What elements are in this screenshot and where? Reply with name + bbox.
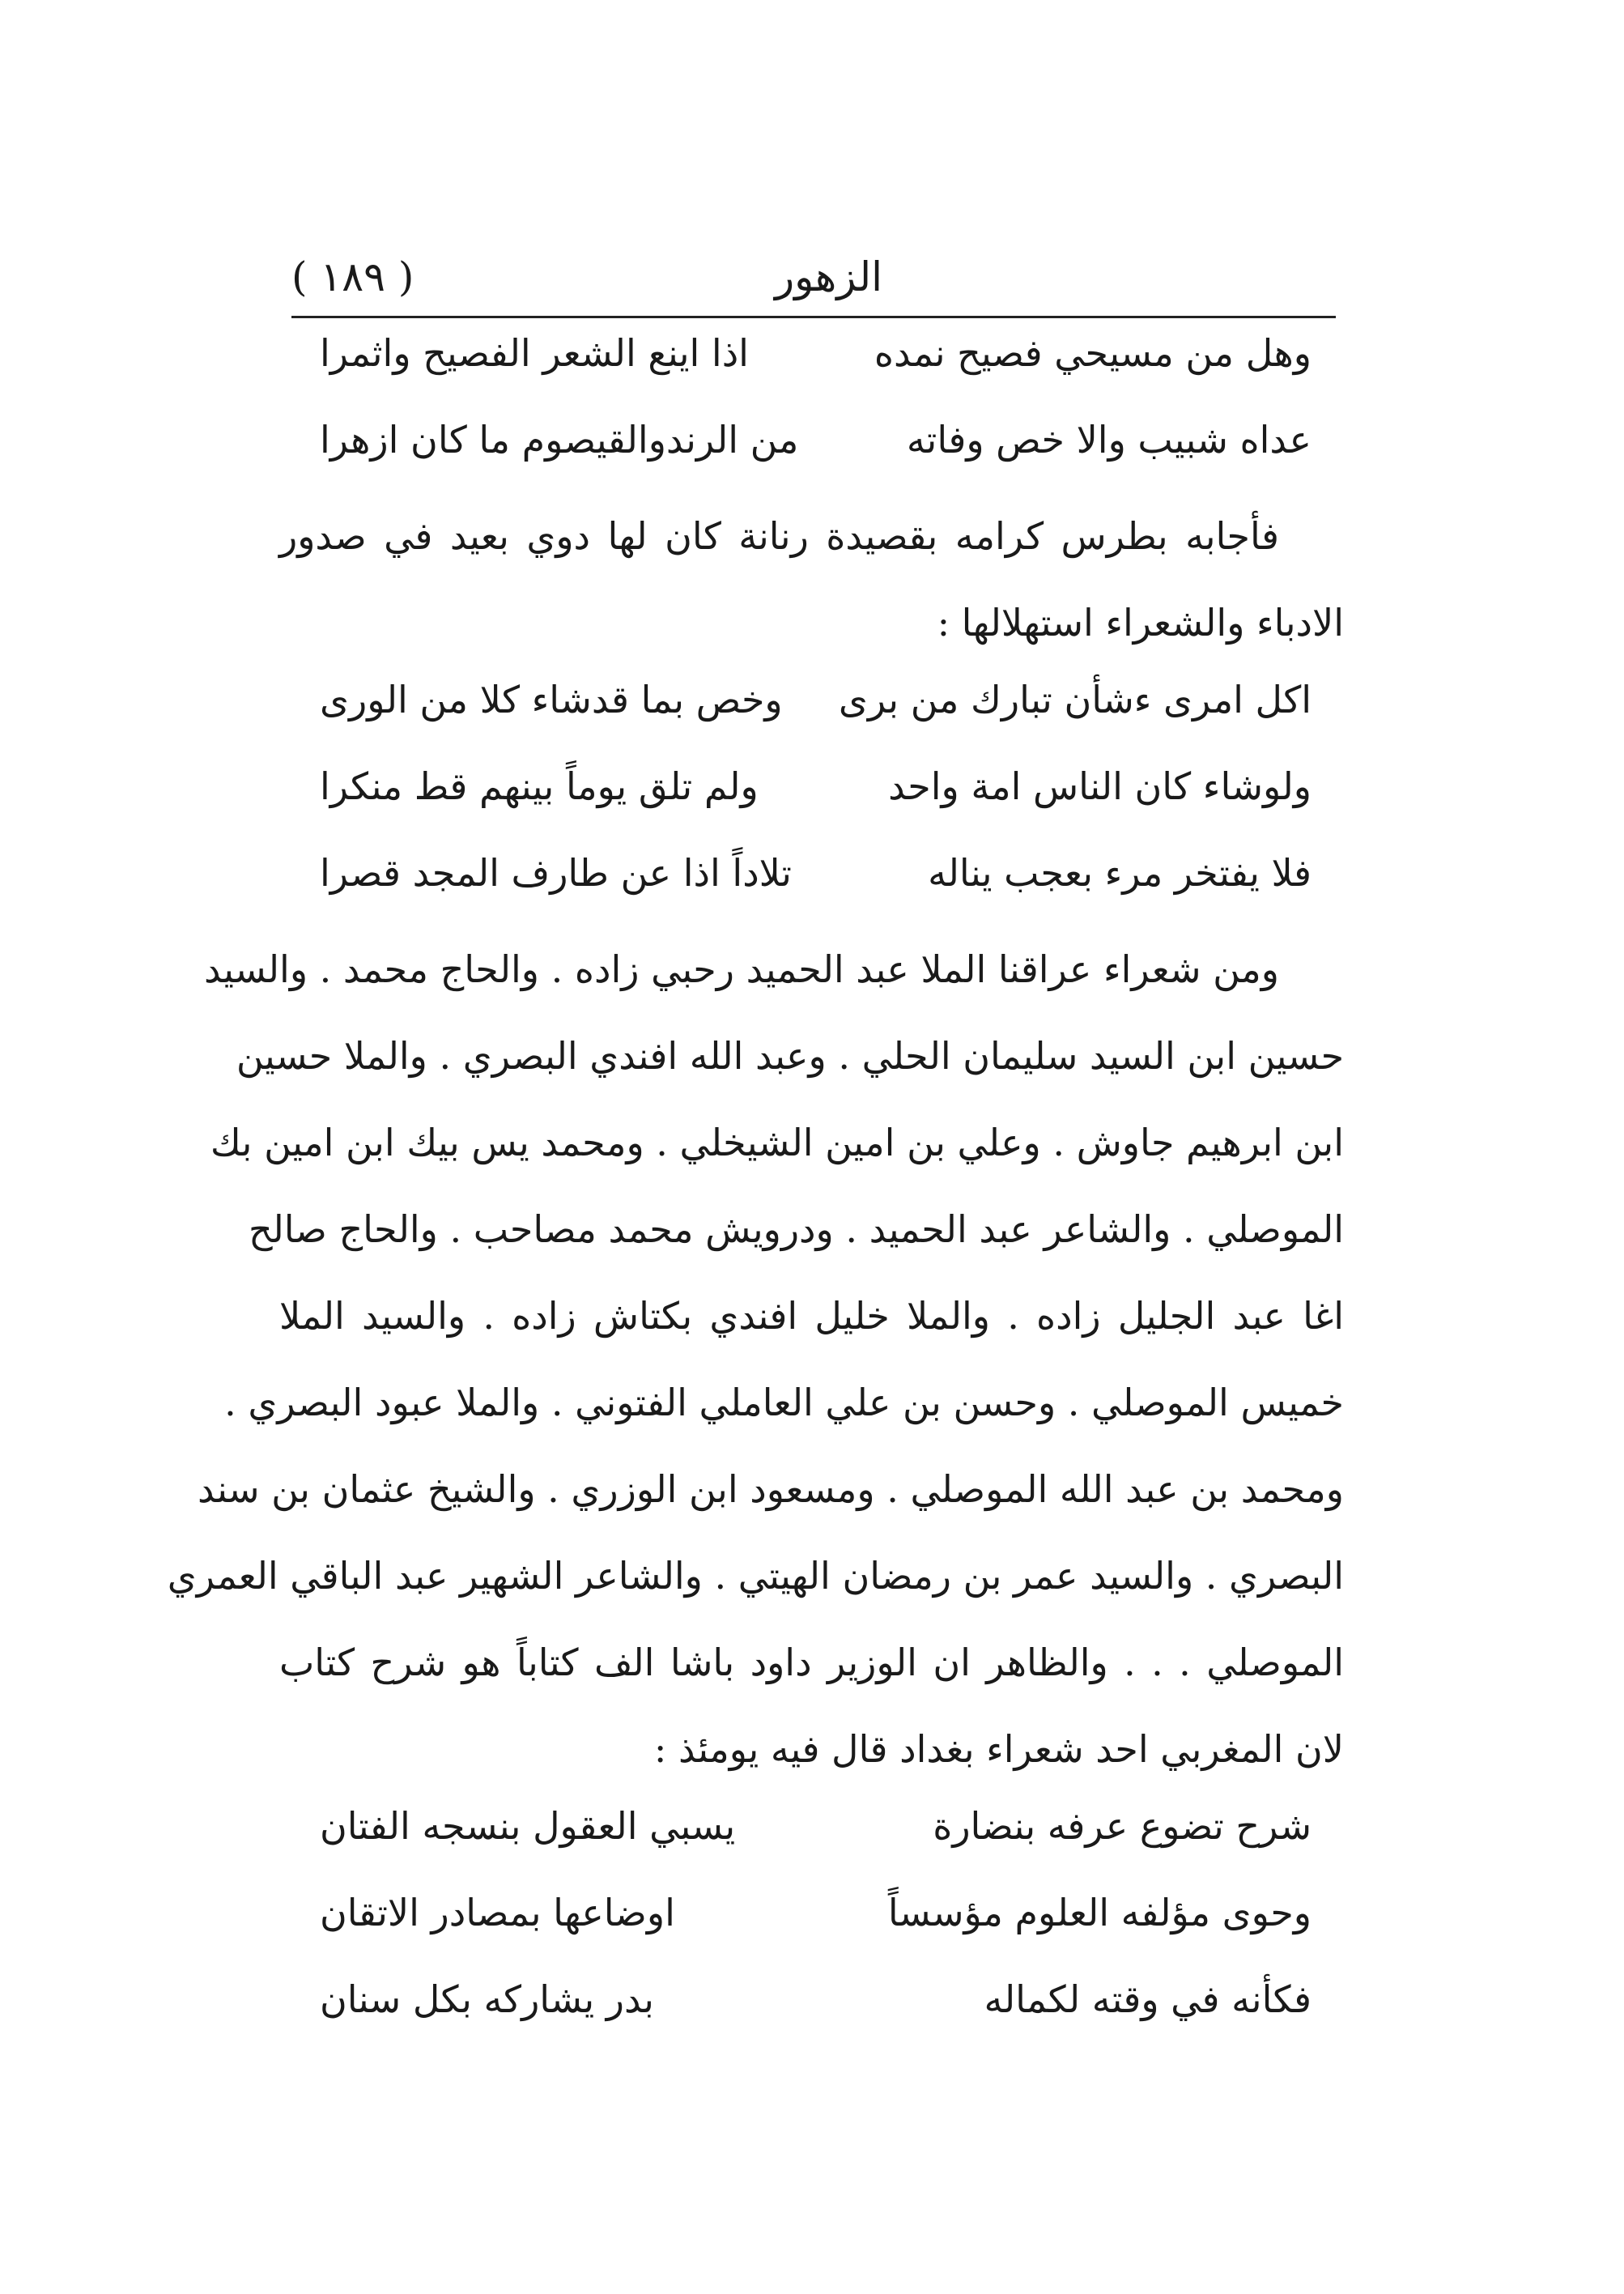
verse-second-hemistich: وخص بما قدشاء كلا من الورى — [320, 678, 783, 721]
prose-line: البصري . والسيد عمر بن رمضان الهيتي . والشاعر الشهير عبد الباقي العمري — [167, 1554, 1344, 1598]
page-body — [167, 320, 1344, 2053]
verse-first-hemistich: اكل امرى ءشأن تبارك من برى — [838, 678, 1312, 721]
verse-first-hemistich: وحوى مؤلفه العلوم مؤسساً — [887, 1891, 1312, 1934]
prose-line: الموصلي . . . والظاهر ان الوزير داود باشا الف كتاباً هو شرح كتاب — [279, 1641, 1344, 1684]
verse-second-hemistich: يسبي العقول بنسجه الفتان — [320, 1804, 736, 1848]
verse-line — [279, 666, 1344, 753]
prose-line: الادباء والشعراء استهلالها : — [937, 601, 1344, 645]
verse-line — [279, 406, 1344, 493]
verse-line — [279, 840, 1344, 926]
verse-first-hemistich: وهل من مسيحي فصيح نمده — [874, 331, 1312, 375]
prose-line: الموصلي . والشاعر عبد الحميد . ودرويش محمد مصاحب . والحاج صالح — [249, 1207, 1344, 1251]
prose-line: اغا عبد الجليل زاده . والملا خليل افندي بكتاش زاده . والسيد الملا — [279, 1294, 1344, 1338]
verse-second-hemistich: من الرندوالقيصوم ما كان ازهرا — [320, 418, 799, 462]
header-rule — [291, 316, 1336, 318]
verse-line — [279, 1793, 1344, 1879]
verse-first-hemistich: ولوشاء كان الناس امة واحد — [888, 764, 1312, 808]
prose-line: فأجابه بطرس كرامه بقصيدة رنانة كان لها دوي بعيد في صدور — [279, 514, 1279, 558]
verse-line — [279, 1879, 1344, 1966]
verse-line — [279, 1966, 1344, 2053]
verse-first-hemistich: فلا يفتخر مرء بعجب يناله — [928, 851, 1312, 895]
prose-line: ومحمد بن عبد الله الموصلي . ومسعود ابن الوزري . والشيخ عثمان بن سند — [197, 1467, 1344, 1511]
running-title: الزهور — [774, 253, 882, 300]
verse-second-hemistich: ولم تلق يوماً بينهم قط منكرا — [320, 764, 759, 808]
verse-first-hemistich: عداه شبيب والا خص وفاته — [906, 418, 1312, 462]
verse-line — [279, 753, 1344, 840]
running-header — [291, 236, 1336, 317]
verse-first-hemistich: فكأنه في وقته لكماله — [984, 1977, 1312, 2021]
prose-line: حسين ابن السيد سليمان الحلي . وعبد الله افندي البصري . والملا حسين — [236, 1034, 1344, 1078]
prose-line: ابن ابرهيم جاوش . وعلي بن امين الشيخلي . ومحمد يس بيك ابن امين بك — [210, 1121, 1344, 1164]
prose-line: لان المغربي احد شعراء بغداد قال فيه يومئذ : — [653, 1727, 1344, 1771]
verse-line — [279, 320, 1344, 406]
verse-second-hemistich: اوضاعها بمصادر الاتقان — [320, 1891, 675, 1934]
verse-second-hemistich: بدر يشاركه بكل سنان — [320, 1977, 654, 2021]
prose-line: خميس الموصلي . وحسن بن علي العاملي الفتوني . والملا عبود البصري . — [224, 1381, 1344, 1424]
prose-line: ومن شعراء عراقنا الملا عبد الحميد رحبي زاده . والحاج محمد . والسيد — [203, 947, 1279, 991]
verse-second-hemistich: اذا اينع الشعر الفصيح واثمرا — [320, 331, 749, 375]
page-number: ( ١٨٩ ) — [291, 253, 415, 300]
verse-second-hemistich: تلاداً اذا عن طارف المجد قصرا — [320, 851, 792, 895]
verse-first-hemistich: شرح تضوع عرفه بنضارة — [933, 1804, 1312, 1848]
